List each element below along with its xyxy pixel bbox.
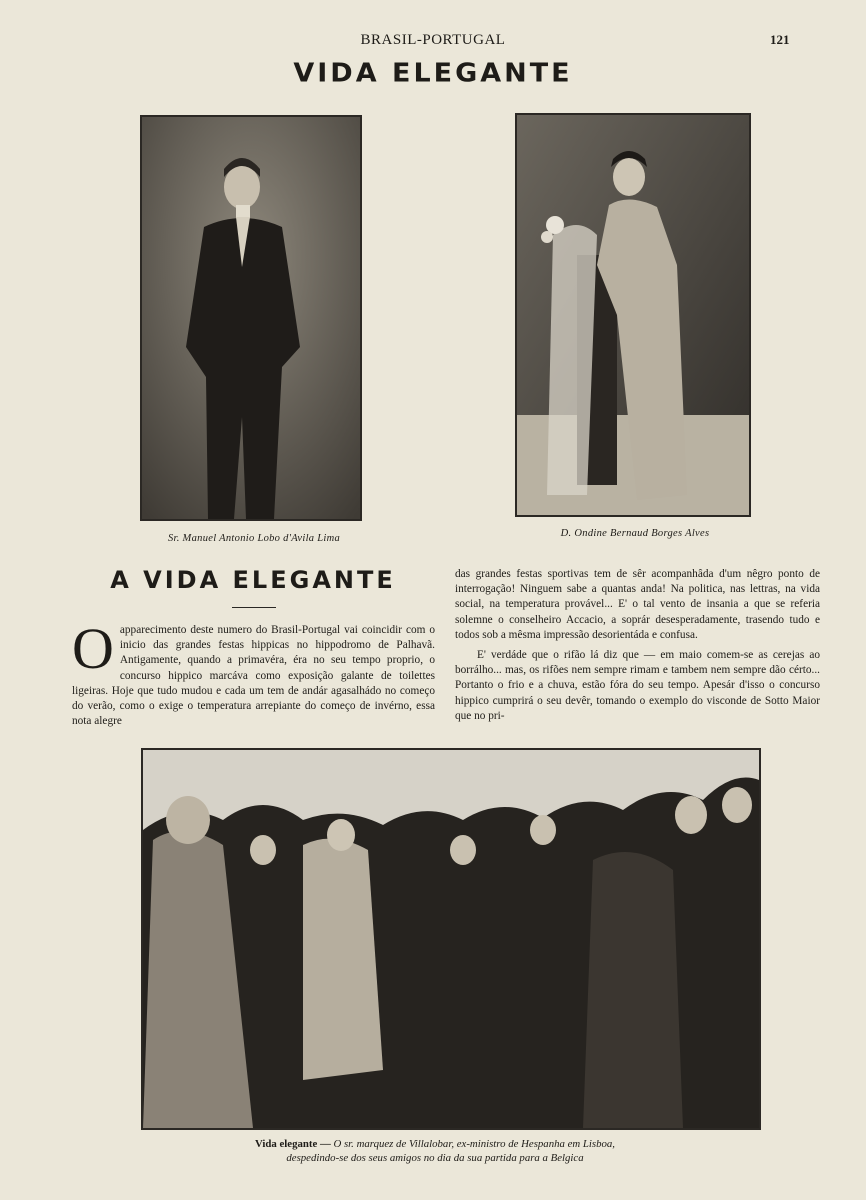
portrait-photo-right — [515, 113, 751, 517]
group-photo-caption — [150, 1137, 720, 1165]
woman-portrait-image — [517, 115, 749, 515]
article-column-2 — [455, 567, 820, 724]
running-head: BRASIL-PORTUGAL — [360, 32, 506, 48]
crowd-image — [143, 750, 759, 1128]
man-portrait-image — [142, 117, 360, 519]
group-photo — [141, 748, 761, 1130]
caption-line-2: despedindo-se dos seus amigos no dia da sua partida para a Belgica — [286, 1152, 584, 1164]
drop-cap: O — [72, 616, 114, 681]
article-title: A VIDA ELEGANTE — [110, 566, 396, 594]
article-paragraph: apparecimento deste numero do Brasil-Portugal vai coincidir com o inicio das grandes festas hippicas no hippodromo de Palhavã. Antigamente, quando a primavéra, éra no seu tempo proprio, o concurso hippico marcáva como exposição galante de toilettes ligeiras. Hoje que tudo mudou e cada um tem de andár agasalhádo no começo do verão, como o exige o temperatura arrepiante do começo de invérno, essa nota alegre — [72, 624, 435, 728]
portrait-caption-left: Sr. Manuel Antonio Lobo d'Avila Lima — [167, 533, 341, 544]
article-paragraph: E' verdáde que o rifão lá diz que — em maio comem-se as cerejas ao borrálho... mas, os rifões nem sempre rimam e tambem nem sempre dão cérto... Portanto o frio e a chuva, estão fóra do seu tempo. Apesár d'isso o concurso hippico cumprirá o seu devêr, tomando o exemplo do visconde de Sotto Maior que no pri- — [455, 649, 820, 722]
portrait-photo-left — [140, 115, 362, 521]
article-paragraph: das grandes festas sportivas tem de sêr acompanhâda d'um nêgro ponto de interrogação! Ninguem sabe a quantas anda! Na politica, nas lettras, na vida social, na temperatura provável... E' o tal vento de insania a que se referia solemne o conselheiro Accacio, a soprár desesperadamente, trasendo tudo e todos sob a mêsma impressão desorientáda e confusa. — [455, 568, 820, 641]
page-title: VIDA ELEGANTE — [293, 58, 573, 89]
caption-lead: Vida elegante — — [255, 1138, 334, 1150]
portrait-caption-right: D. Ondine Bernaud Borges Alves — [560, 528, 710, 539]
caption-line-1: O sr. marquez de Villalobar, ex-ministro de Hespanha em Lisboa, — [333, 1138, 615, 1150]
title-divider — [232, 607, 276, 608]
page-number: 121 — [770, 32, 790, 47]
article-column-1 — [72, 616, 435, 729]
